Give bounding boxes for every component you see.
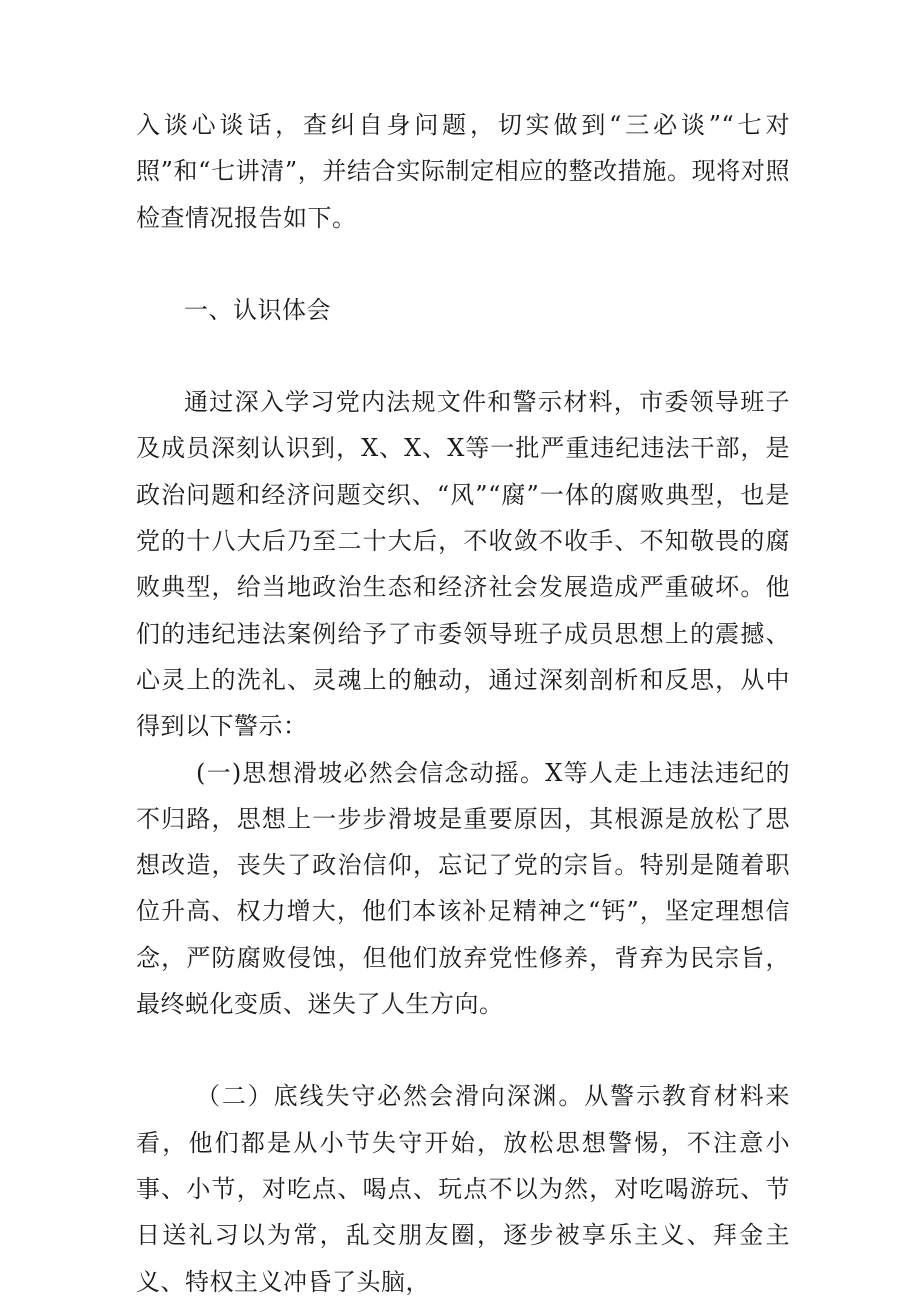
section-heading: 一、认识体会 (184, 295, 331, 324)
paragraph-point-2: （二）底线失守必然会滑向深渊。从警示教育材料来看，他们都是从小节失守开始，放松思想警惕，不注意小事、小节，对吃点、喝点、玩点不以为然，对吃喝游玩、节日送礼习以为常，乱交朋友圈，逐步被享乐主义、拜金主义、特权主义冲昏了头脑， (136, 1082, 790, 1296)
paragraph-point-1: (一)思想滑坡必然会信念动摇。X等人走上违法违纪的不归路，思想上一步步滑坡是重要原因，其根源是放松了思想改造，丧失了政治信仰，忘记了党的宗旨。特别是随着职位升高、权力增大，他们本该补足精神之“钙”，坚定理想信念，严防腐败侵蚀，但他们放弃党性修养，背弃为民宗旨，最终蜕化变质、迷失了人生方向。 (136, 758, 790, 1019)
document-body (136, 102, 790, 1305)
paragraph-awareness: 通过深入学习党内法规文件和警示材料，市委领导班子及成员深刻认识到，X、X、X等一批严重违纪违法干部，是政治问题和经济问题交织、“风”“腐”一体的腐败典型，也是党的十八大后乃至二十大后，不收敛不收手、不知敬畏的腐败典型，给当地政治生态和经济社会发展造成严重破坏。他们的违纪违法案例给予了市委领导班子成员思想上的震撼、心灵上的洗礼、灵魂上的触动，通过深刻剖析和反思，从中得到以下警示： (136, 388, 790, 741)
intro-paragraph: 入谈心谈话，查纠自身问题，切实做到“三必谈”“七对照”和“七讲清”，并结合实际制定相应的整改措施。现将对照检查情况报告如下。 (136, 111, 790, 232)
